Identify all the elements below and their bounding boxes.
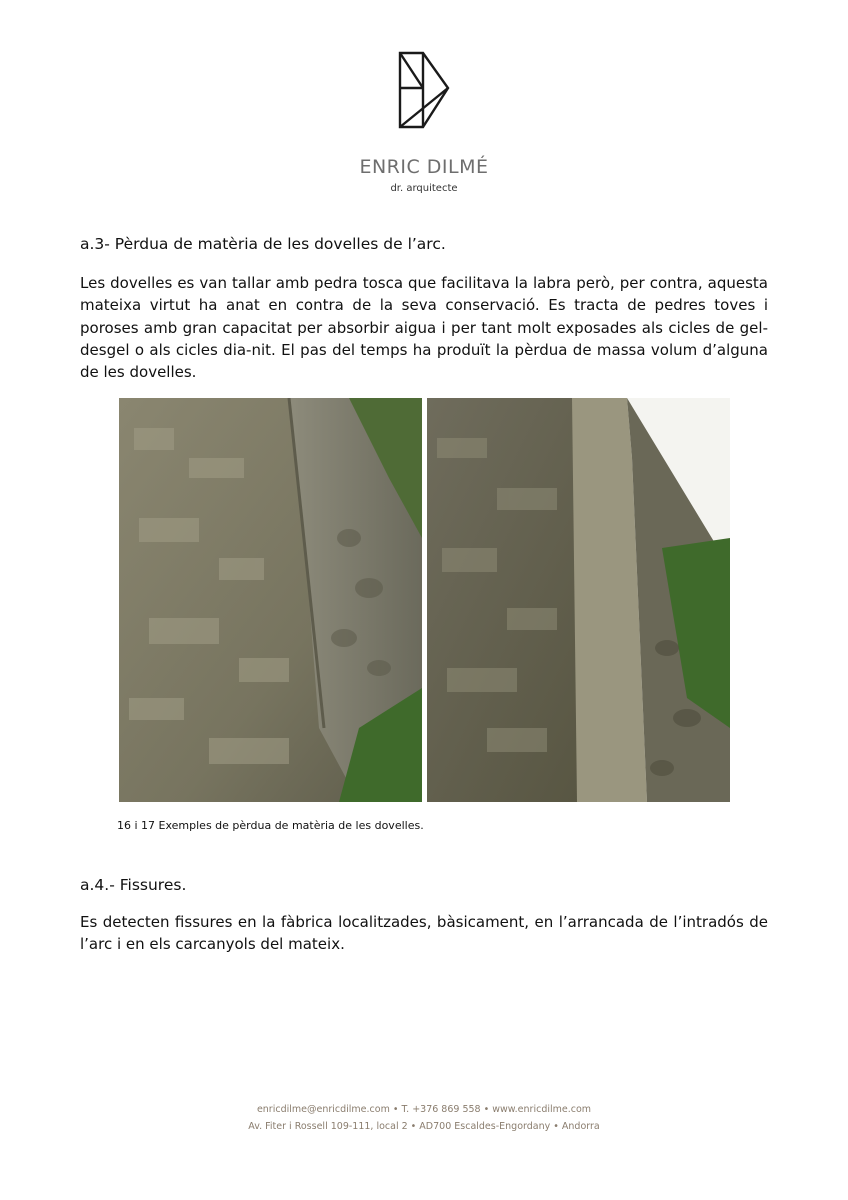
diamond-d-logo-icon (393, 48, 455, 132)
photo-16-stone-wall (119, 398, 422, 802)
section-heading-a4: a.4.- Fissures. (80, 876, 187, 894)
footer-address: Av. Fiter i Rossell 109-111, local 2 • AD700 Escaldes-Engordany • Andorra (248, 1121, 600, 1132)
section-heading-a3: a.3- Pèrdua de matèria de les dovelles de l’arc. (80, 235, 446, 253)
photo-17-stone-wall (427, 398, 730, 802)
brand-subtitle: dr. arquitecte (390, 183, 458, 194)
section-body-a4: Es detecten fissures en la fàbrica localitzades, bàsicament, en l’arrancada de l’intradós de l’arc i en els carcanyols del mateix. (80, 913, 768, 954)
section-body-a3: Les dovelles es van tallar amb pedra tosca que facilitava la labra però, per contra, aquesta mateixa virtut ha anat en contra de la seva conservació. Es tracta de pedres toves i poroses amb gran capacitat per absorbir aigua i per tant molt exposades als cicles de gel-desgel o als cicles dia-nit. El pas del temps ha produït la pèrdua de massa volum d’alguna de les dovelles. (80, 274, 768, 382)
figure-caption: 16 i 17 Exemples de pèrdua de matèria de les dovelles. (117, 819, 424, 832)
brand-name: ENRIC DILMÉ (359, 156, 489, 178)
footer-contact: enricdilme@enricdilme.com • T. +376 869 558 • www.enricdilme.com (256, 1104, 592, 1115)
